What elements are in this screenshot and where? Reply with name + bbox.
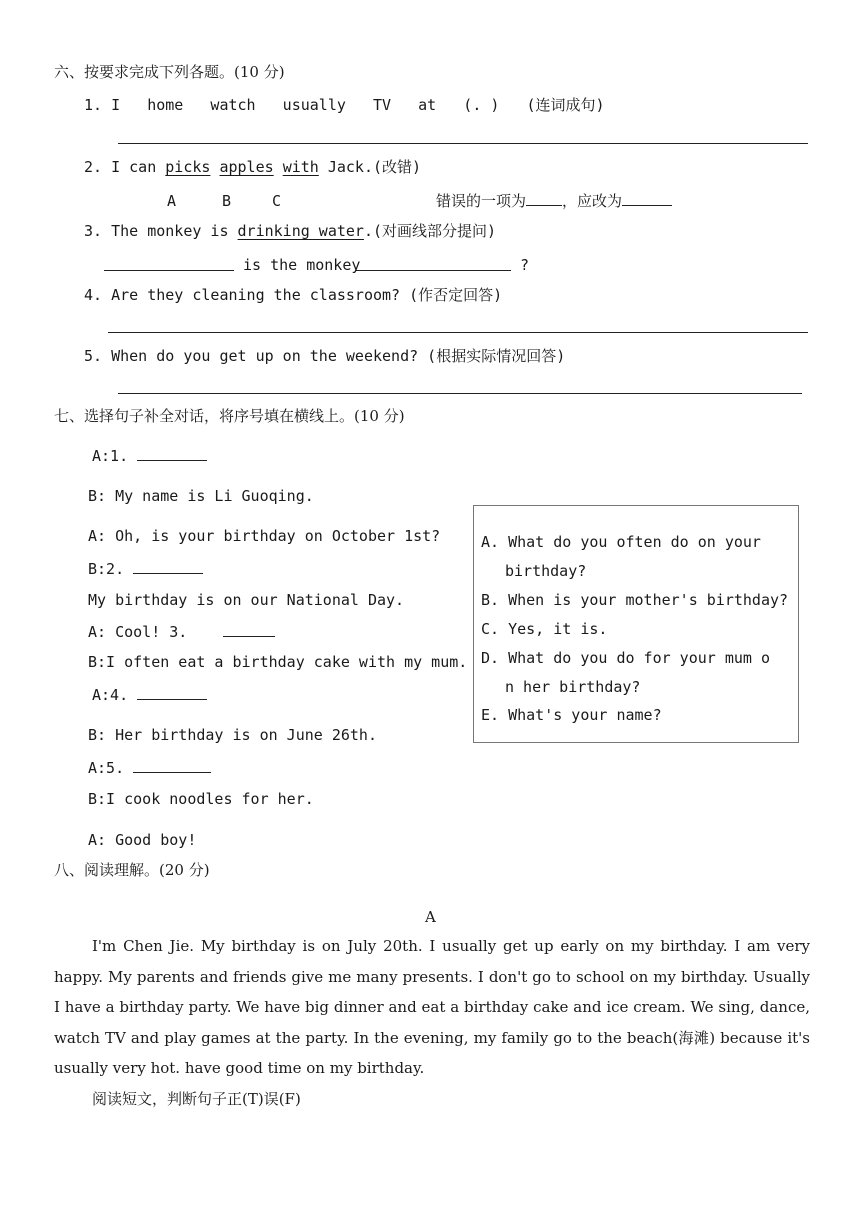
dialogue-1 bbox=[92, 446, 207, 466]
option-b: B. When is your mother's birthday? bbox=[481, 591, 789, 609]
option-e: E. What's your name? bbox=[481, 706, 662, 724]
label-a: A bbox=[167, 192, 177, 210]
dialogue-6-text: A: Cool! 3. bbox=[88, 623, 188, 641]
dialogue-10 bbox=[88, 758, 211, 778]
dialogue-8-text: A:4. bbox=[92, 686, 129, 704]
dialogue-5: My birthday is on our National Day. bbox=[88, 591, 405, 609]
blank-2[interactable] bbox=[133, 559, 203, 574]
blank-3[interactable] bbox=[223, 622, 275, 637]
dialogue-2: B: My name is Li Guoqing. bbox=[88, 487, 314, 505]
dialogue-8 bbox=[92, 685, 207, 705]
dialogue-6 bbox=[88, 622, 275, 642]
label-c: C bbox=[272, 192, 282, 210]
dialogue-1-text: A:1. bbox=[92, 447, 129, 465]
section-6-title: 六、按要求完成下列各题。(10 分) bbox=[54, 63, 285, 81]
error-hint-a: 错误的一项为 bbox=[436, 192, 527, 210]
question-3-post: .(对画线部分提问) bbox=[363, 222, 497, 240]
answer-line-5[interactable] bbox=[118, 393, 802, 394]
answer-line-3b[interactable] bbox=[355, 270, 511, 271]
question-3-mid: is the monkey bbox=[243, 256, 361, 274]
question-2-word-c: with bbox=[282, 158, 319, 176]
question-3-end: ? bbox=[520, 256, 530, 274]
section-7-title: 七、选择句子补全对话，将序号填在横线上。(10 分) bbox=[54, 407, 405, 425]
option-a: A. What do you often do on your bbox=[481, 533, 761, 551]
dialogue-4-text: B:2. bbox=[88, 560, 125, 578]
section-8-title: 八、阅读理解。(20 分) bbox=[54, 861, 210, 879]
option-a-cont: birthday? bbox=[505, 562, 587, 580]
dialogue-12: A: Good boy! bbox=[88, 831, 197, 849]
label-b: B bbox=[222, 192, 232, 210]
question-3-pre: 3. The monkey is bbox=[84, 222, 238, 240]
question-5: 5. When do you get up on the weekend? (根据实际情况回答) bbox=[84, 347, 566, 365]
reading-instruction: 阅读短文，判断句子正(T)误(F) bbox=[92, 1090, 301, 1108]
dialogue-3: A: Oh, is your birthday on October 1st? bbox=[88, 527, 441, 545]
blank-5[interactable] bbox=[133, 758, 211, 773]
reading-passage: I'm Chen Jie. My birthday is on July 20th. I usually get up early on my birthday. I am very happy. My parents and friends give me many presents. I don't go to school on my birthday. Usually I have a birthday party. We have big dinner and eat a birthday cake and ice cream. We sing, dance, watch TV and play games at the party. In the evening, my family go to the beach(海滩) because it's usually very hot. have good time on my birthday. bbox=[54, 937, 810, 1077]
answer-line-3a[interactable] bbox=[104, 270, 234, 271]
question-2-word-a: picks bbox=[165, 158, 211, 176]
question-2-rest: Jack.(改错) bbox=[318, 158, 422, 176]
question-4: 4. Are they cleaning the classroom? (作否定回答) bbox=[84, 286, 503, 304]
question-2-word-b: apples bbox=[219, 158, 274, 176]
error-hint bbox=[436, 191, 672, 211]
answer-line-4[interactable] bbox=[108, 332, 808, 333]
error-item-blank[interactable] bbox=[526, 191, 562, 206]
answer-line-1[interactable] bbox=[118, 143, 808, 144]
option-d: D. What do you do for your mum o bbox=[481, 649, 770, 667]
question-2-num: 2. I can bbox=[84, 158, 166, 176]
option-c: C. Yes, it is. bbox=[481, 620, 608, 638]
question-3-underlined: drinking water bbox=[237, 222, 364, 240]
dialogue-4 bbox=[88, 559, 203, 579]
question-1: 1. I home watch usually TV at (. ) (连词成句) bbox=[84, 96, 605, 114]
correction-blank[interactable] bbox=[622, 191, 672, 206]
dialogue-7: B:I often eat a birthday cake with my mum. bbox=[88, 653, 468, 671]
option-d-cont: n her birthday? bbox=[505, 678, 641, 696]
question-2 bbox=[84, 157, 421, 177]
blank-1[interactable] bbox=[137, 446, 207, 461]
dialogue-9: B: Her birthday is on June 26th. bbox=[88, 726, 377, 744]
dialogue-10-text: A:5. bbox=[88, 759, 125, 777]
dialogue-11: B:I cook noodles for her. bbox=[88, 790, 314, 808]
passage-label: A bbox=[425, 908, 436, 926]
blank-4[interactable] bbox=[137, 685, 207, 700]
error-hint-b: ，应改为 bbox=[562, 192, 623, 210]
question-3 bbox=[84, 221, 496, 241]
